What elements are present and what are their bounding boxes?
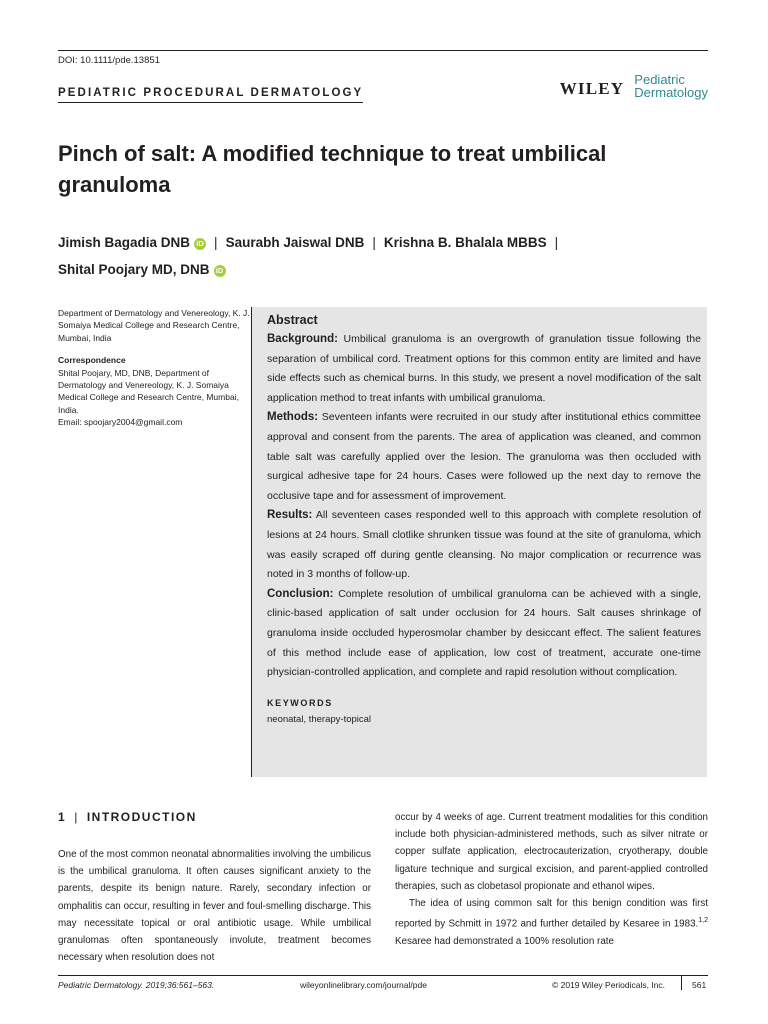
author-4[interactable]: Shital Poojary MD, DNB xyxy=(58,262,210,277)
abstract-background xyxy=(267,330,701,408)
background-text: Umbilical granuloma is an overgrowth of granulation tissue following the separation of umbilical cord. Treatment options for this common entity are limited and have side effects such as chemical burns. In this study, we present a novel modification of the salt application method to treat infants with umbilical granuloma. xyxy=(267,333,701,404)
journal-logo-line1: Pediatric xyxy=(634,72,685,87)
section-title: INTRODUCTION xyxy=(86,810,197,824)
section-pipe: | xyxy=(74,810,79,824)
author-2[interactable]: Saurabh Jaiswal DNB xyxy=(225,235,365,250)
abstract-conclusion xyxy=(267,585,701,683)
results-label: Results: xyxy=(267,509,313,522)
para2-text-b: Kesaree had demonstrated a 100% resolution rate xyxy=(395,935,614,947)
body-column-right xyxy=(395,809,708,950)
footer-divider xyxy=(681,976,682,990)
citation-reference[interactable]: 1,2 xyxy=(698,917,708,925)
page-number: 561 xyxy=(692,980,707,990)
methods-text: Seventeen infants were recruited in our study after institutional ethics committee approval and consent from the parents. The area of application was cleaned, and common table salt was carefully applied over the lesion. The granuloma was then occluded with surgical adhesive tape for 24 hours. Cases were followed up the next day to remove the occlusive tape and for assessment of improvement. xyxy=(267,411,701,502)
affiliation-block xyxy=(58,307,250,429)
footer-copyright: © 2019 Wiley Periodicals, Inc. xyxy=(552,980,666,990)
abstract-methods xyxy=(267,408,701,506)
correspondence-label: Correspondence xyxy=(58,355,126,366)
conclusion-text: Complete resolution of umbilical granuloma can be achieved with a single, clinic-based application of salt under occlusion for 24 hours. Salt causes shrinkage of granuloma inside occluded hyperosmolar chamber by desiccant effect. The salient features of this method include ease of application, low cost of treatment, accurate one-time physician-controlled application, and complete and rapid resolution without complication. xyxy=(267,587,701,679)
methods-label: Methods: xyxy=(267,411,319,424)
journal-logo xyxy=(634,73,708,99)
footer-url[interactable]: wileyonlinelibrary.com/journal/pde xyxy=(300,980,427,990)
author-1[interactable]: Jimish Bagadia DNB xyxy=(58,235,191,250)
footer-rule xyxy=(58,975,708,976)
journal-logo-line2: Dermatology xyxy=(634,85,708,100)
correspondence-email[interactable]: Email: spoojary2004@gmail.com xyxy=(58,417,183,428)
author-separator: | xyxy=(214,235,218,250)
intro-paragraph-1: One of the most common neonatal abnormalities involving the umbilicus is the umbilical granuloma. It often causes significant anxiety to the parents, despite its benign nature. Rarely, secondary infection or omphalitis can occur, resulting in fever and foul-smelling discharge. This may necessitate topical or oral antibiotic usage. While umbilical granulomas often spontaneously involute, treatment becomes necessary when resolution does not xyxy=(58,849,371,964)
keywords-text[interactable]: neonatal, therapy-topical xyxy=(267,713,372,725)
footer-citation xyxy=(58,980,214,990)
body-column-left xyxy=(58,846,371,966)
para2-text-a: The idea of using common salt for this benign condition was first reported by Schmitt in 1972 and further detailed by Kesaree in 1983. xyxy=(395,898,708,930)
orcid-icon[interactable]: iD xyxy=(214,265,226,277)
article-title: Pinch of salt: A modified technique to treat umbilical granuloma xyxy=(58,141,607,197)
introduction-heading xyxy=(58,810,197,824)
abstract-box xyxy=(251,307,707,777)
author-3[interactable]: Krishna B. Bhalala MBBS xyxy=(383,235,547,250)
journal-brand[interactable] xyxy=(560,73,708,99)
keywords-heading: KEYWORDS xyxy=(267,697,333,708)
author-separator: | xyxy=(554,235,559,250)
conclusion-label: Conclusion: xyxy=(267,587,334,600)
affiliation-department: Department of Dermatology and Venereology, K. J. Somaiya Medical College and Research Centre, Mumbai, India xyxy=(58,308,250,343)
abstract-results xyxy=(267,506,701,584)
results-text: All seventeen cases responded well to this approach with complete resolution of lesions at 24 hours. Small clotlike shrunken tissue was found at the site of granuloma, which was easily scraped off during gentle cleansing. No major complication or recurrence was noted in 3 months of follow-up. xyxy=(267,509,701,581)
section-number: 1 xyxy=(58,810,67,824)
intro-paragraph-2 xyxy=(395,895,708,950)
author-separator: | xyxy=(372,235,376,250)
doi: DOI: 10.1111/pde.13851 xyxy=(58,55,160,66)
section-label: PEDIATRIC PROCEDURAL DERMATOLOGY xyxy=(58,87,363,103)
top-rule xyxy=(58,50,708,51)
background-label: Background: xyxy=(267,333,338,345)
orcid-icon[interactable]: iD xyxy=(194,238,206,250)
intro-paragraph-1-cont: occur by 4 weeks of age. Current treatment modalities for this condition include both physician-administered methods, such as silver nitrate or copper sulfate application, electrocauterization, cryotherapy, double ligature technique and surgical excision, and parent-applied controlled therapies, such as clobetasol propionate and ethanol wipes. xyxy=(395,812,708,892)
publisher-logo: WILEY xyxy=(559,79,625,98)
correspondence-text: Shital Poojary, MD, DNB, Department of Dermatology and Venereology, K. J. Somaiya Medical College and Research Centre, Mumbai, India. xyxy=(58,367,239,415)
author-list xyxy=(58,229,678,283)
footer-citation-text: Pediatric Dermatology. 2019;36:561–563. xyxy=(58,980,215,990)
abstract-heading: Abstract xyxy=(267,313,318,327)
